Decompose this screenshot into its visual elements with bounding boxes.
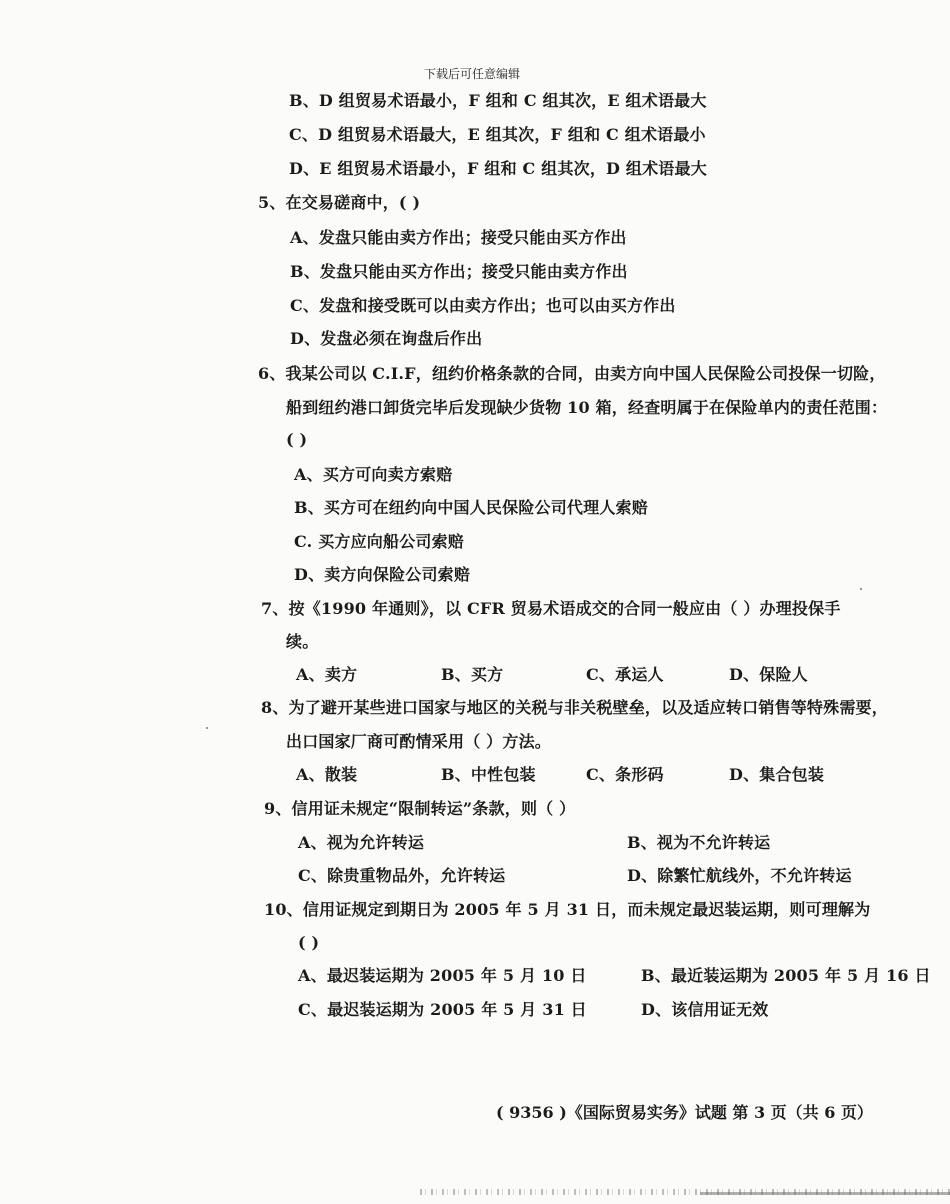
q8-option-b: B、中性包装 [441,765,536,784]
q10-option-a: A、最迟装运期为 2005 年 5 月 10 日 [298,966,587,985]
q8-option-d: D、集合包装 [729,765,825,784]
q5-option-b: B、发盘只能由买方作出；接受只能由卖方作出 [290,262,628,281]
question-10-blank: ( ) [298,933,320,952]
q5-option-c: C、发盘和接受既可以由卖方作出；也可以由买方作出 [290,296,676,315]
q5-option-a: A、发盘只能由卖方作出；接受只能由买方作出 [290,228,627,247]
q6-option-a: A、买方可向卖方索赔 [294,465,453,484]
q7-option-a: A、卖方 [296,665,358,684]
question-6-blank: ( ) [286,430,308,449]
q4-option-c: C、D 组贸易术语最大，E 组其次，F 组和 C 组术语最小 [289,125,706,144]
q6-option-c: C. 买方应向船公司索赔 [294,532,464,551]
q9-option-d: D、除繁忙航线外，不允许转运 [627,866,852,885]
q7-option-c: C、承运人 [586,665,664,684]
question-9: 9、信用证未规定“限制转运”条款，则（ ） [264,799,576,818]
question-5: 5、在交易磋商中，( ) [258,193,421,212]
q6-option-b: B、买方可在纽约向中国人民保险公司代理人索赔 [294,498,648,517]
q5-option-d: D、发盘必须在询盘后作出 [290,329,483,348]
question-8-line2: 出口国家厂商可酌情采用（ ）方法。 [286,732,551,751]
q9-option-c: C、除贵重物品外，允许转运 [298,866,506,885]
q9-option-b: B、视为不允许转运 [627,833,771,852]
scan-speck [206,727,208,729]
q10-option-d: D、该信用证无效 [641,1000,769,1019]
scan-speck [860,588,862,590]
q8-option-c: C、条形码 [586,765,664,784]
page-header-note: 下载后可任意编辑 [424,67,521,81]
q10-option-b: B、最近装运期为 2005 年 5 月 16 日 [641,966,931,985]
question-7-line1: 7、按《1990 年通则》，以 CFR 贸易术语成交的合同一般应由（ ）办理投保手 [261,599,841,618]
q4-option-b: B、D 组贸易术语最小，F 组和 C 组其次，E 组术语最大 [289,91,707,110]
q6-option-d: D、卖方向保险公司索赔 [294,565,471,584]
question-7-line2: 续。 [286,632,319,651]
q4-option-d: D、E 组贸易术语最小，F 组和 C 组其次，D 组术语最大 [289,159,707,178]
question-6-line2: 船到纽约港口卸货完毕后发现缺少货物 10 箱，经查明属于在保险单内的责任范围： [286,398,888,417]
question-8-line1: 8、为了避开某些进口国家与地区的关税与非关税壁垒，以及适应转口销售等特殊需要， [261,698,888,717]
q7-option-d: D、保险人 [729,665,808,684]
q7-option-b: B、买方 [441,665,504,684]
question-6-line1: 6、我某公司以 C.I.F，纽约价格条款的合同，由卖方向中国人民保险公司投保一切险， [258,364,886,383]
q9-option-a: A、视为允许转运 [298,833,425,852]
question-10-line1: 10、信用证规定到期日为 2005 年 5 月 31 日，而未规定最迟装运期，则可理解为 [264,900,871,919]
q8-option-a: A、散装 [296,765,358,784]
scan-edge-line [700,1192,950,1195]
page-footer: ( 9356 )《国际贸易实务》试题 第 3 页（共 6 页） [496,1103,873,1122]
q10-option-c: C、最迟装运期为 2005 年 5 月 31 日 [298,1000,587,1019]
